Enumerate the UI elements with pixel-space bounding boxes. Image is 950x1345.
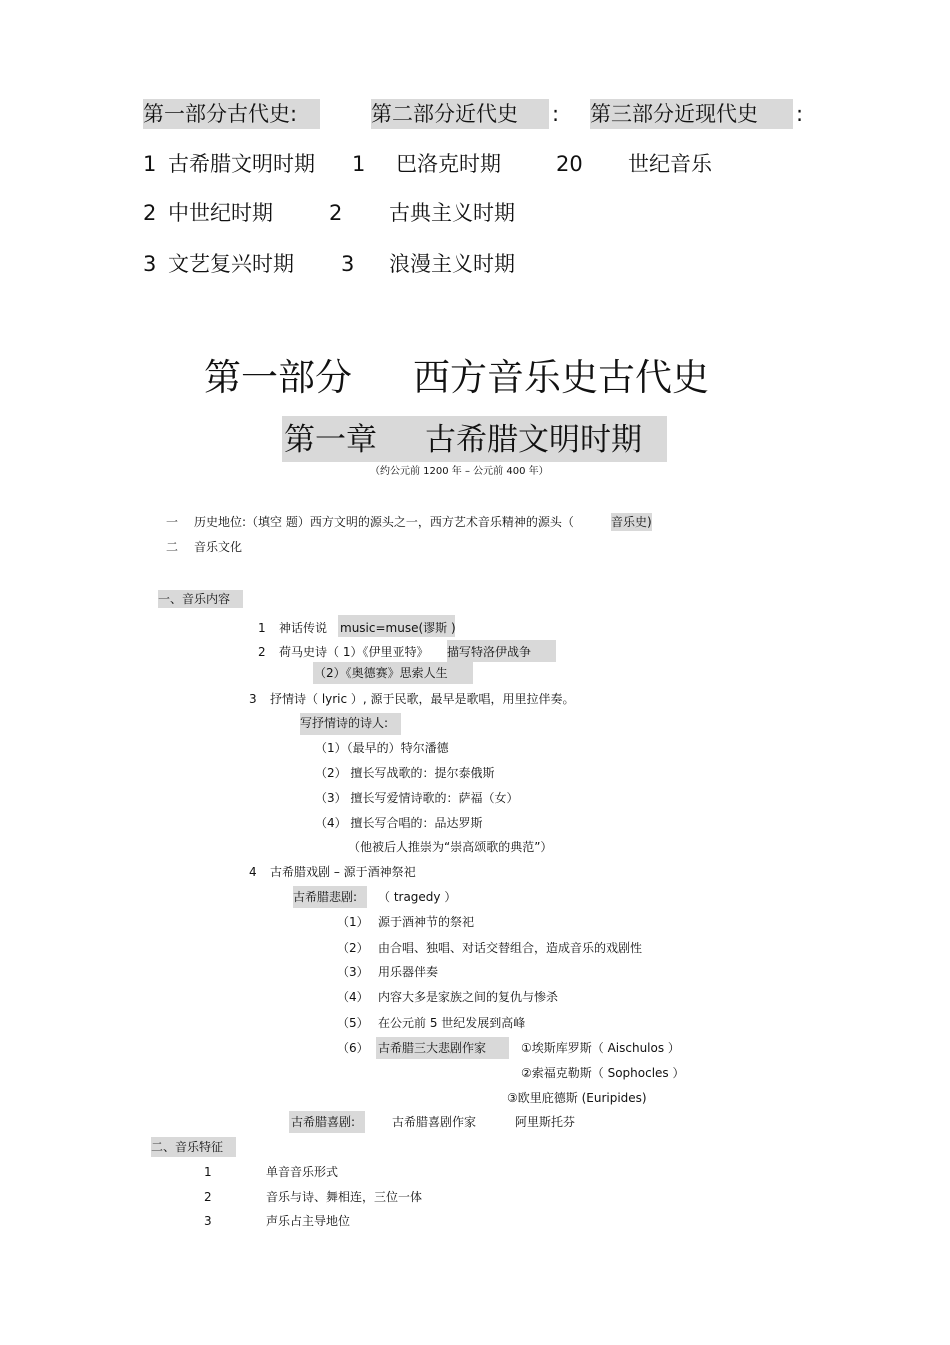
feature-1-num: 1 (204, 1165, 212, 1179)
feature-3-num: 3 (204, 1214, 212, 1228)
item1-num: 1 (258, 621, 266, 635)
toc-row3-num1: 3 (143, 252, 157, 276)
feature-1-text: 单音音乐形式 (266, 1165, 339, 1179)
toc-row1-text2: 巴洛克时期 (396, 152, 501, 176)
toc-row1-num3: 20 (556, 152, 583, 176)
tragedy-4-text: 内容大多是家族之间的复仇与惨杀 (378, 990, 559, 1004)
tragedy-3-num: （3） (337, 965, 369, 979)
author-1: ①埃斯库罗斯（ Aischulos ） (521, 1041, 680, 1055)
toc-row1-text3: 世纪音乐 (628, 152, 712, 176)
tragedy-2-num: （2） (337, 941, 369, 955)
tragedy-heading: 古希腊悲剧: (293, 886, 367, 908)
toc-row1-num1: 1 (143, 152, 157, 176)
part-title-b: 西方音乐史古代史 (413, 356, 709, 399)
item3-num: 3 (249, 692, 257, 706)
tragedy-6-num: （6） (337, 1041, 369, 1055)
item4-num: 4 (249, 865, 257, 879)
toc-row1-text1: 古希腊文明时期 (168, 152, 315, 176)
poets-heading: 写抒情诗的诗人: (300, 713, 401, 735)
history-label: 历史地位:（填空 题）西方文明的源头之一，西方艺术音乐精神的源头（ (194, 515, 574, 529)
author-3: ③欧里庇德斯 (Euripides) (507, 1091, 647, 1105)
feature-3-text: 声乐占主导地位 (266, 1214, 351, 1228)
item2-label: 荷马史诗（ 1）《伊里亚特》 (279, 645, 429, 659)
toc-row3-num2: 3 (341, 252, 355, 276)
toc-part2-colon: : (552, 102, 560, 126)
toc-row3-text1: 文艺复兴时期 (168, 252, 294, 276)
feature-2-num: 2 (204, 1190, 212, 1204)
poet-2: （2） 擅长写战歌的：提尔泰俄斯 (315, 766, 495, 780)
tragedy-2-text: 由合唱、独唱、对话交替组合，造成音乐的戏剧性 (378, 941, 643, 955)
toc-row2-text1: 中世纪时期 (168, 201, 273, 225)
toc-row1-num2: 1 (352, 152, 366, 176)
item1-box: music=muse(谬斯 ) (338, 615, 455, 637)
toc-row3-text2: 浪漫主义时期 (389, 252, 515, 276)
item2-num: 2 (258, 645, 266, 659)
toc-part1: 第一部分古代史: (143, 99, 320, 129)
history-tail: 音乐史) (611, 515, 652, 529)
culture-num: 二 (166, 540, 179, 554)
chapter-date: （约公元前 1200 年 – 公元前 400 年） (370, 466, 549, 477)
item3-label: 抒情诗（ lyric ）, 源于民歌，最早是歌唱，用里拉伴奏。 (270, 692, 575, 706)
toc-row2-text2: 古典主义时期 (389, 201, 515, 225)
toc-row2-num2: 2 (329, 201, 343, 225)
poet-3: （3） 擅长写爱情诗歌的：萨福（女） (315, 791, 519, 805)
tragedy-4-num: （4） (337, 990, 369, 1004)
comedy-author: 阿里斯托芬 (515, 1115, 576, 1129)
item2-box: 描写特洛伊战争 (447, 640, 556, 662)
item4-label: 古希腊戏剧 – 源于酒神祭祀 (270, 865, 416, 879)
tragedians-heading: 古希腊三大悲剧作家 (376, 1037, 509, 1059)
tragedy-5-text: 在公元前 5 世纪发展到高峰 (378, 1016, 526, 1030)
comedy-text: 古希腊喜剧作家 (392, 1115, 477, 1129)
part-title-a: 第一部分 (204, 356, 352, 399)
history-num: 一 (166, 515, 179, 529)
comedy-heading: 古希腊喜剧: (289, 1111, 365, 1133)
item2-sub: （2）《奥德赛》思索人生 (314, 666, 448, 680)
author-2: ②索福克勒斯（ Sophocles ） (521, 1066, 685, 1080)
section1-title: 一、音乐内容 (158, 590, 243, 608)
toc-part3: 第三部分近现代史 (590, 99, 793, 129)
toc-part3-colon: : (796, 102, 804, 126)
feature-2-text: 音乐与诗、舞相连，三位一体 (266, 1190, 423, 1204)
toc-row2-num1: 2 (143, 201, 157, 225)
culture-label: 音乐文化 (194, 540, 243, 554)
toc-part2: 第二部分近代史 (371, 99, 549, 129)
item1-label: 神话传说 (279, 621, 328, 635)
poet-1: （1）（最早的）特尔潘德 (315, 741, 449, 755)
chapter-title-a: 第一章 (284, 422, 377, 458)
tragedy-1-text: 源于酒神节的祭祀 (378, 915, 475, 929)
poet-4: （4） 擅长写合唱的：品达罗斯 (315, 816, 483, 830)
section2-title: 二、音乐特征 (151, 1137, 236, 1157)
tragedy-3-text: 用乐器伴奏 (378, 965, 439, 979)
tragedy-en: （ tragedy ） (378, 890, 457, 904)
tragedy-5-num: （5） (337, 1016, 369, 1030)
chapter-title-b: 古希腊文明时期 (425, 422, 642, 458)
poet-note: （他被后人推崇为“崇高颂歌的典范”） (348, 840, 553, 854)
tragedy-1-num: （1） (337, 915, 369, 929)
